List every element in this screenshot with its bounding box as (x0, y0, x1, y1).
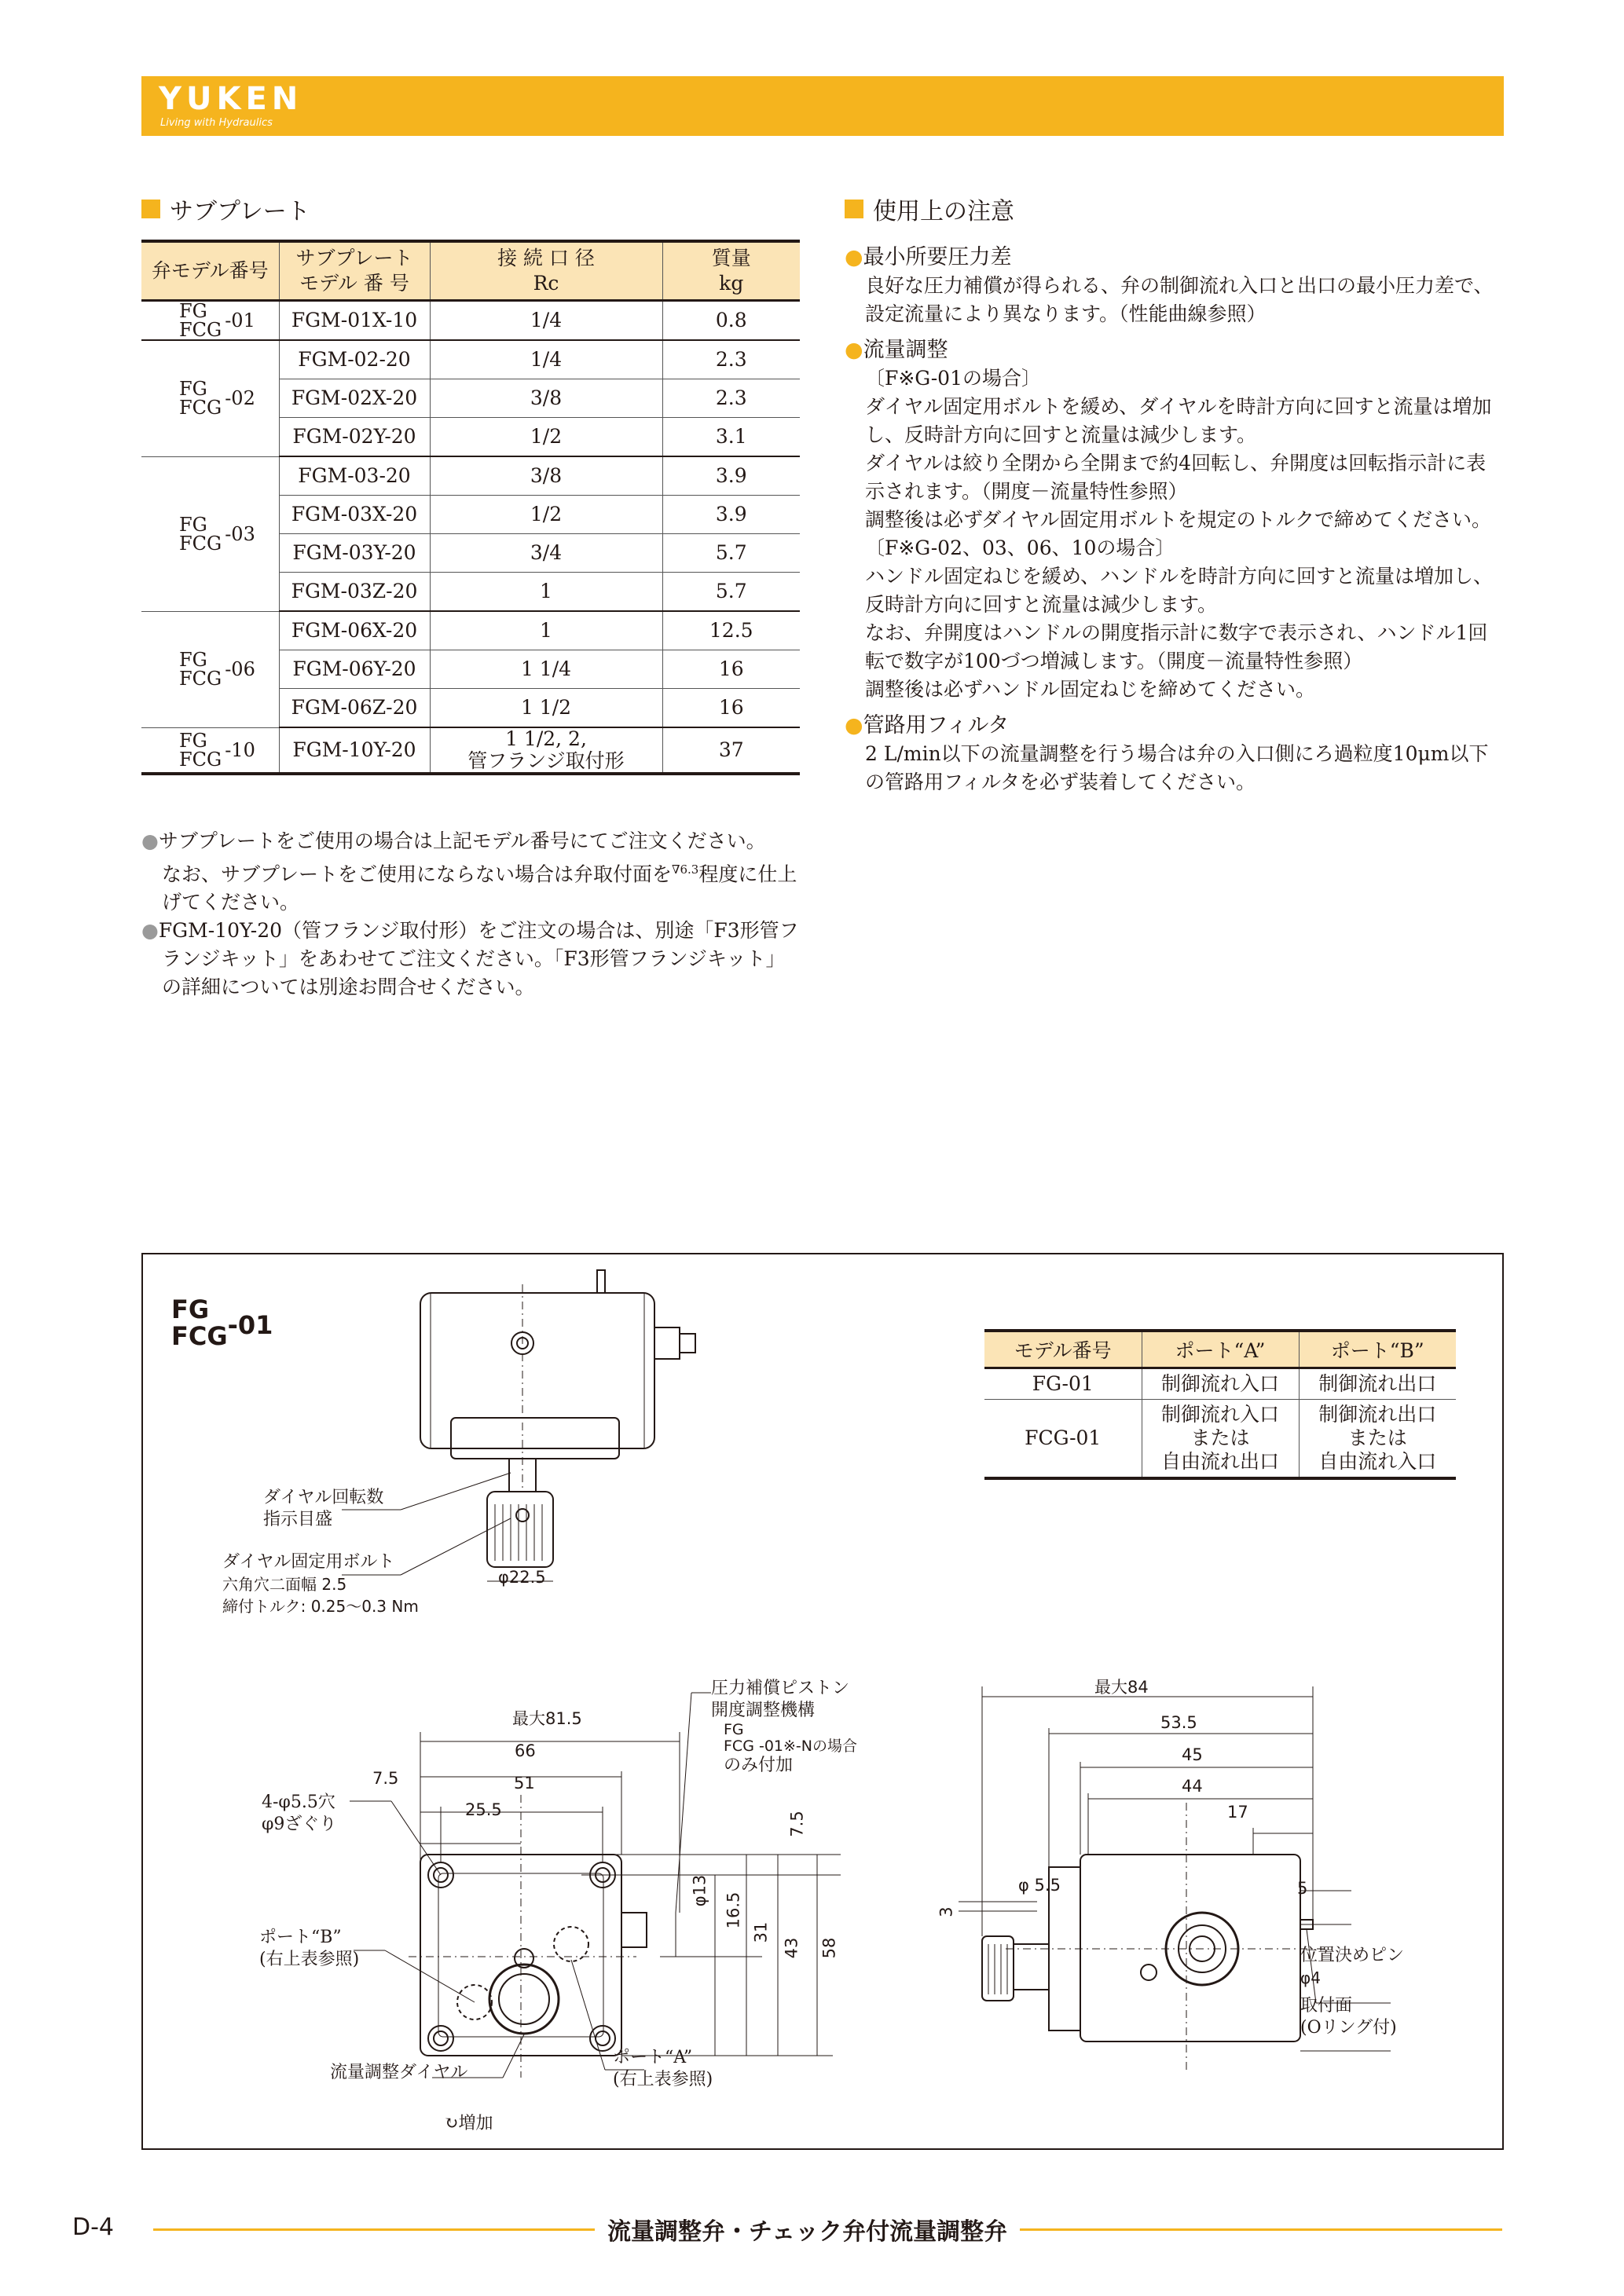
mass-cell: 5.7 (662, 534, 800, 573)
port-size-cell: 1/2 (430, 496, 662, 534)
subplate-row (141, 340, 800, 379)
mass-cell: 2.3 (662, 379, 800, 418)
top-view-stem (654, 1327, 680, 1359)
dim-3: 3 (937, 1906, 956, 1917)
port-col-a: ポート“A” (1142, 1331, 1299, 1368)
col-mass: 質量 kg (662, 241, 800, 301)
subplate-model-cell: FGM-02-20 (279, 340, 430, 379)
mass-cell: 16 (662, 689, 800, 728)
usage-heading: ●流量調整 (845, 338, 948, 362)
port-col-model: モデル番号 (984, 1331, 1142, 1368)
subplate-model-cell: FGM-10Y-20 (279, 727, 430, 774)
yuken-logo (141, 76, 306, 136)
drawing-model-title: FG FCG-01 (171, 1294, 273, 1351)
valve-model-cell: FG FCG -01 (141, 301, 279, 341)
usage-paragraph: なお、弁開度はハンドルの開度指示計に数字で表示され、ハンドル1回転で数字が100づつ増減します。（開度－流量特性参照） (865, 621, 1488, 672)
port-size-cell: 1 (430, 573, 662, 612)
dim-5: 5 (1297, 1879, 1308, 1898)
dim-phi-22-5: φ22.5 (498, 1568, 546, 1587)
dim-51: 51 (514, 1774, 535, 1792)
subplate-model-cell: FGM-06X-20 (279, 611, 430, 650)
label-dial-counter: ダイヤル回転数 指示目盛 (263, 1488, 384, 1529)
mass-cell: 2.3 (662, 340, 800, 379)
usage-paragraph: 〔F※G-01の場合〕 (865, 367, 1041, 390)
valve-model-cell: FG FCG -03 (141, 456, 279, 611)
usage-paragraph: ハンドル固定ねじを緩め、ハンドルを時計方向に回すと流量は増加し、反時計方向に回すと流量は減少します。 (865, 565, 1494, 616)
rotate-arrow-icon: ↻ (444, 2114, 459, 2133)
subplate-notes (141, 827, 801, 1002)
subplate-model-cell: FGM-03-20 (279, 456, 430, 496)
col-valve-model: 弁モデル番号 (141, 241, 279, 301)
subplate-title: サブプレート (141, 192, 310, 226)
dim-43: 43 (782, 1937, 801, 1959)
dim-58: 58 (819, 1937, 839, 1959)
usage-paragraph: ダイヤル固定用ボルトを緩め、ダイヤルを時計方向に回すと流量は増加し、反時計方向に回すと流量は減少します。 (865, 395, 1492, 446)
label-flow-dial: 流量調整ダイヤル (330, 2063, 468, 2082)
subplate-model-cell: FGM-02Y-20 (279, 418, 430, 457)
note-2: なお、サブプレートをご使用にならない場合は弁取付面を$^{\nabla 6.3}$程度に仕上げてください。 (162, 862, 797, 914)
dim-53-5: 53.5 (1160, 1713, 1197, 1732)
col-port-size: 接 続 口 径 Rc (430, 241, 662, 301)
label-port-a: ポート“A” (右上表参照) (613, 2048, 713, 2089)
port-a-cell: 制御流れ入口 または 自由流れ出口 (1142, 1400, 1299, 1479)
front-flow-dial (489, 1965, 559, 2034)
port-size-cell: 1/4 (430, 340, 662, 379)
note-1: ●サブプレートをご使用の場合は上記モデル番号にてご注文ください。 (141, 829, 766, 852)
footer-title: 流量調整弁・チェック弁付流量調整弁 (595, 2212, 1020, 2247)
mass-cell: 3.9 (662, 496, 800, 534)
usage-paragraph: 2 L/min以下の流量調整を行う場合は弁の入口側にろ過粒度10μm以下の管路用フィルタを必ず装着してください。 (865, 742, 1489, 793)
dim-phi-13: φ13 (690, 1874, 709, 1907)
usage-heading: ●管路用フィルタ (845, 713, 1010, 738)
label-locating-pin: 位置決めピン φ4 (1300, 1946, 1405, 1987)
logo-text: YUKEN (159, 81, 303, 117)
usage-title: 使用上の注意 (845, 192, 1014, 226)
valve-model-cell: FG FCG -06 (141, 611, 279, 727)
header-band (141, 76, 1504, 136)
dim-31: 31 (751, 1921, 771, 1943)
port-size-cell: 1 1/2 (430, 689, 662, 728)
subplate-model-cell: FGM-06Y-20 (279, 650, 430, 689)
label-mounting-face: 取付面 (Oリング付) (1300, 1996, 1397, 2038)
valve-model-cell: FG FCG -10 (141, 727, 279, 774)
mass-cell: 3.1 (662, 418, 800, 457)
dim-7-5-h: 7.5 (372, 1769, 399, 1788)
port-b-cell: 制御流れ出口 (1299, 1368, 1456, 1400)
dim-max-84: 最大84 (1094, 1678, 1149, 1697)
dim-44: 44 (1182, 1777, 1203, 1796)
mass-cell: 5.7 (662, 573, 800, 612)
port-model-cell: FG-01 (984, 1368, 1142, 1400)
subplate-row (141, 301, 800, 341)
subplate-model-cell: FGM-06Z-20 (279, 689, 430, 728)
usage-paragraph: 調整後は必ずダイヤル固定用ボルトを規定のトルクで締めてください。 (865, 508, 1492, 531)
dim-7-5-v: 7.5 (787, 1811, 807, 1837)
port-a-cell: 制御流れ入口 (1142, 1368, 1299, 1400)
port-model-cell: FCG-01 (984, 1400, 1142, 1479)
label-holes: 4-φ5.5穴 φ9ざぐり (262, 1792, 337, 1834)
label-port-b: ポート“B” (右上表参照) (259, 1928, 360, 1969)
side-bolt (1141, 1965, 1157, 1980)
usage-heading: ●最小所要圧力差 (845, 245, 1012, 269)
subplate-header-row (141, 241, 800, 301)
label-dial-bolt: ダイヤル固定用ボルト 六角穴二面幅 2.5 締付トルク: 0.25〜0.3 Nm (222, 1552, 419, 1616)
subplate-row (141, 727, 800, 774)
port-size-cell: 1/4 (430, 301, 662, 341)
usage-paragraph: 調整後は必ずハンドル固定ねじを締めてください。 (865, 678, 1316, 701)
port-size-cell: 1 (430, 611, 662, 650)
subplate-model-cell: FGM-03Y-20 (279, 534, 430, 573)
subplate-model-cell: FGM-03X-20 (279, 496, 430, 534)
dim-max-81-5: 最大81.5 (512, 1709, 582, 1728)
usage-paragraph: ダイヤルは絞り全閉から全開まで約4回転し、弁開度は回転指示計に表示されます。（開度－流量特性参照） (865, 452, 1487, 503)
square-bullet-icon (141, 200, 160, 218)
subplate-model-cell: FGM-01X-10 (279, 301, 430, 341)
note-3: ●FGM-10Y-20（管フランジ取付形）をご注文の場合は、別途「F3形管フランジキット」をあわせてご注文ください。「F3形管フランジキット」の詳細については別途お問合せください。 (141, 919, 799, 999)
mass-cell: 0.8 (662, 301, 800, 341)
label-increase: ↻増加 (444, 2114, 493, 2133)
port-size-cell: 1/2 (430, 418, 662, 457)
subplate-model-cell: FGM-03Z-20 (279, 573, 430, 612)
port-size-cell: 3/8 (430, 456, 662, 496)
label-piston: 圧力補償ピストン 開度調整機構 FG FCG -01※-Nの場合 のみ付加 (711, 1679, 857, 1775)
port-size-cell: 1 1/4 (430, 650, 662, 689)
port-size-cell: 1 1/2, 2, 管フランジ取付形 (430, 727, 662, 774)
usage-notes (845, 244, 1505, 796)
port-size-cell: 3/8 (430, 379, 662, 418)
mass-cell: 12.5 (662, 611, 800, 650)
top-view-base (451, 1418, 619, 1459)
page-number: D-4 (72, 2214, 115, 2241)
usage-paragraph: 〔F※G-02、03、06、10の場合〕 (865, 536, 1175, 559)
front-mount-hole (428, 2026, 453, 2051)
mass-cell: 16 (662, 650, 800, 689)
usage-paragraph: 良好な圧力補償が得られる、弁の制御流れ入口と出口の最小圧力差で、設定流量により異なります。（性能曲線参照） (865, 274, 1494, 325)
port-b-cell: 制御流れ出口 または 自由流れ入口 (1299, 1400, 1456, 1479)
dim-25-5: 25.5 (465, 1800, 502, 1819)
port-size-cell: 3/4 (430, 534, 662, 573)
dim-66: 66 (515, 1741, 536, 1760)
surface-finish-symbol: ∇6.3 (672, 862, 699, 877)
dim-17: 17 (1227, 1803, 1248, 1822)
front-mount-hole (590, 2026, 615, 2051)
dim-phi-5-5: φ 5.5 (1018, 1876, 1061, 1895)
subplate-row (141, 611, 800, 650)
side-dial (982, 1936, 1014, 2001)
port-col-b: ポート“B” (1299, 1331, 1456, 1368)
dim-16-5: 16.5 (724, 1891, 743, 1929)
logo-tagline: Living with Hydraulics (160, 117, 273, 129)
subplate-table (141, 240, 800, 775)
subplate-model-cell: FGM-02X-20 (279, 379, 430, 418)
valve-model-cell: FG FCG -02 (141, 340, 279, 456)
mass-cell: 37 (662, 727, 800, 774)
top-view-dial (487, 1492, 553, 1567)
dim-45: 45 (1182, 1745, 1203, 1764)
subplate-row (141, 456, 800, 496)
col-subplate-model: サブプレート モデル 番 号 (279, 241, 430, 301)
mass-cell: 3.9 (662, 456, 800, 496)
square-bullet-icon (845, 200, 863, 218)
